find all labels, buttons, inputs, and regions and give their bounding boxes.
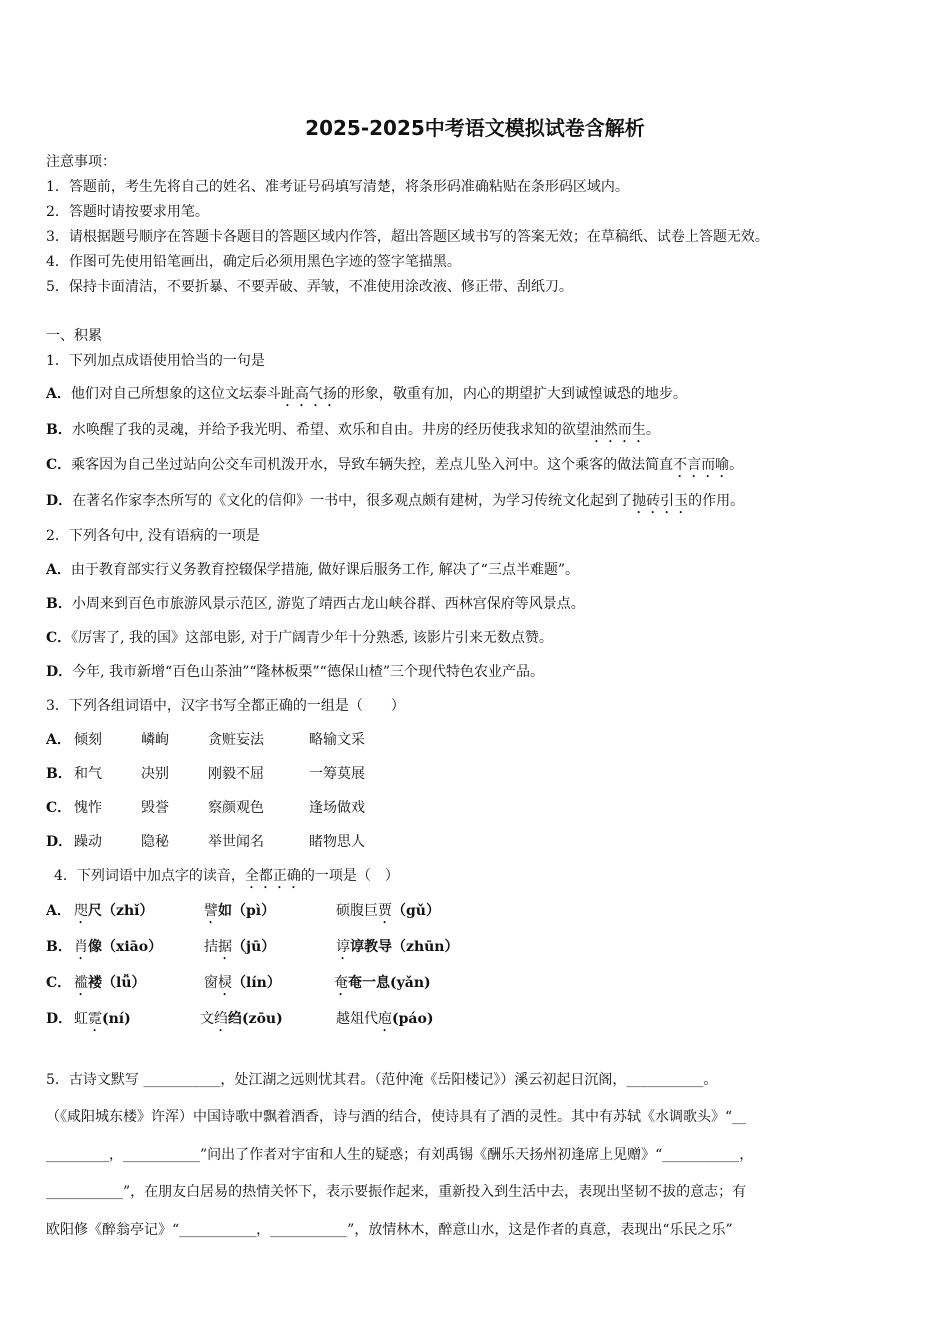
word: 虹霓(ní) <box>74 1011 131 1027</box>
question-4-option-b <box>46 938 459 963</box>
question-1-option-c <box>46 456 743 481</box>
notice-heading: 注意事项： <box>46 154 116 170</box>
option-text: 小周来到百色市旅游风景示范区, 游览了靖西古龙山峡谷群、西林宫保府等风景点。 <box>71 596 585 612</box>
word: 肖像（xiāo） <box>74 939 163 955</box>
word: 躁动 <box>74 834 102 850</box>
question-3-option-b <box>46 765 365 783</box>
stem-text: 的一项是（ ） <box>300 868 399 884</box>
dotted-idiom: 抛砖引玉 <box>632 493 689 509</box>
word: 察颜观色 <box>208 800 264 816</box>
word: 譬如（pì） <box>204 903 276 919</box>
question-3-option-d <box>46 833 365 851</box>
option-text: 在著名作家李杰所写的《文化的信仰》一书中，很多观点颇有建树，为学习传统文化起到了 <box>72 493 633 509</box>
option-text: 他们对自己所想象的这位文坛泰斗 <box>70 386 281 402</box>
question-5-line: ___________”，在朋友白居易的热情关怀下，表示要振作起来，重新投入到生活中去，表现出坚韧不拔的意志；有 <box>46 1184 747 1200</box>
word: 窗棂（lín） <box>204 975 281 991</box>
option-text: 的作用。 <box>688 493 745 509</box>
notice-item: 2．答题时请按要求用笔。 <box>46 204 209 220</box>
word: 硕腹巨贾（gǔ） <box>336 903 440 919</box>
option-label: A． <box>46 386 71 402</box>
word: 贪赃妄法 <box>208 732 264 748</box>
question-1-stem: 1．下列加点成语使用恰当的一句是 <box>46 353 265 369</box>
option-label: C． <box>46 457 72 473</box>
question-4-stem <box>54 867 399 892</box>
option-text: 《厉害了, 我的国》这部电影, 对于广阔青少年十分熟悉, 该影片引来无数点赞。 <box>71 630 553 646</box>
word: 略输文采 <box>309 732 365 748</box>
word: 毁誉 <box>141 800 169 816</box>
word: 和气 <box>74 766 102 782</box>
dotted-idiom: 趾高气扬 <box>280 386 337 402</box>
question-2-option-b <box>46 595 585 613</box>
word: 决别 <box>141 766 169 782</box>
option-label: D． <box>46 664 73 680</box>
word: 奄奄一息(yǎn) <box>334 975 431 991</box>
option-label: D． <box>46 493 73 509</box>
option-label: C． <box>46 630 72 646</box>
question-4-option-a <box>46 902 440 927</box>
option-label: C． <box>46 800 72 816</box>
question-1-option-a <box>46 385 687 410</box>
option-label: A． <box>46 562 71 578</box>
question-1-option-b <box>46 421 660 446</box>
option-text: 。 <box>729 457 744 473</box>
word: 举世闻名 <box>208 834 264 850</box>
option-text: 乘客因为自己坐过站向公交车司机泼开水，导致车辆失控，差点儿坠入河中。这个乘客的做法简直 <box>71 457 674 473</box>
question-4-option-d <box>46 1010 433 1035</box>
notice-item: 4．作图可先使用铅笔画出，确定后必须用黑色字迹的签字笔描黑。 <box>46 254 461 270</box>
question-5-line: 欧阳修《醉翁亭记》“___________，___________”，放情林木，醉意山水，这是作者的真意，表现出“乐民之乐” <box>46 1222 733 1238</box>
option-text: 。 <box>645 422 660 438</box>
option-label: B． <box>46 939 72 955</box>
question-5-line: （《咸阳城东楼》许浑）中国诗歌中飘着酒香，诗与酒的结合，使诗具有了酒的灵性。其中有苏轼《水调歌头》“__ <box>46 1109 747 1125</box>
notice-item: 5．保持卡面清洁，不要折暴、不要弄破、弄皱，不准使用涂改液、修正带、刮纸刀。 <box>46 279 573 295</box>
option-label: B． <box>46 596 72 612</box>
question-5-line: _________，___________”问出了作者对宇宙和人生的疑惑；有刘禹锡《酬乐天扬州初逢席上见赠》“___________， <box>46 1147 754 1163</box>
word: 谆谆教导（zhūn） <box>336 939 459 955</box>
word: 逢场做戏 <box>309 800 365 816</box>
dotted-idiom: 不言而喻 <box>673 457 730 473</box>
question-2-stem: 2．下列各句中, 没有语病的一项是 <box>46 528 260 544</box>
word: 拮据（jū） <box>204 939 276 955</box>
word: 倾刻 <box>74 732 102 748</box>
word: 刚毅不屈 <box>208 766 264 782</box>
question-1-option-d <box>46 492 744 517</box>
option-label: C． <box>46 975 72 991</box>
question-4-option-c <box>46 974 431 999</box>
option-text: 的形象，敬重有加，内心的期望扩大到诚惶诚恐的地步。 <box>336 386 687 402</box>
word: 一筹莫展 <box>309 766 365 782</box>
word: 越俎代庖(páo) <box>336 1011 434 1027</box>
word: 隐秘 <box>141 834 169 850</box>
question-3-option-a <box>46 731 365 749</box>
option-label: B． <box>46 422 72 438</box>
option-label: B． <box>46 766 72 782</box>
option-label: D． <box>46 1011 73 1027</box>
question-3-stem: 3．下列各组词语中，汉字书写全都正确的一组是（ ） <box>46 698 405 714</box>
option-label: A． <box>46 903 71 919</box>
question-2-option-a <box>46 561 579 579</box>
question-3-option-c <box>46 799 365 817</box>
question-2-option-d <box>46 663 544 681</box>
notice-item: 1．答题前，考生先将自己的姓名、准考证号码填写清楚，将条形码准确粘贴在条形码区域内。 <box>46 179 629 195</box>
option-label: D． <box>46 834 73 850</box>
word: 褴褛（lǚ） <box>74 975 146 991</box>
dotted-idiom: 油然而生 <box>589 422 646 438</box>
notice-item: 3．请根据题号顺序在答题卡各题目的答题区域内作答，超出答题区域书写的答案无效；在草稿纸、试卷上答题无效。 <box>46 229 769 245</box>
question-5-line: 5．古诗文默写 ___________，处江湖之远则忧其君。（范仲淹《岳阳楼记》）溪云初起日沉阁，___________。 <box>46 1072 718 1088</box>
question-2-option-c <box>46 629 553 647</box>
section-heading: 一、积累 <box>46 328 102 344</box>
option-text: 由于教育部实行义务教育控辍保学措施, 做好课后服务工作, 解决了“三点半难题”。 <box>70 562 579 578</box>
option-text: 水唤醒了我的灵魂，并给予我光明、希望、欢乐和自由。井房的经历使我求知的欲望 <box>71 422 590 438</box>
stem-text: 4．下列词语中加点字的读音， <box>54 868 245 884</box>
word: 文绉绉(zōu) <box>200 1011 283 1027</box>
option-text: 今年, 我市新增“百色山茶油”“隆林板栗”“德保山楂”三个现代特色农业产品。 <box>72 664 544 680</box>
dotted-text: 全都正确 <box>244 868 301 884</box>
word: 咫尺（zhǐ） <box>74 903 154 919</box>
page-title: 2025-2025中考语文模拟试卷含解析 <box>305 116 645 140</box>
word: 嶙峋 <box>141 732 169 748</box>
word: 睹物思人 <box>309 834 365 850</box>
option-label: A． <box>46 732 71 748</box>
word: 愧怍 <box>74 800 102 816</box>
